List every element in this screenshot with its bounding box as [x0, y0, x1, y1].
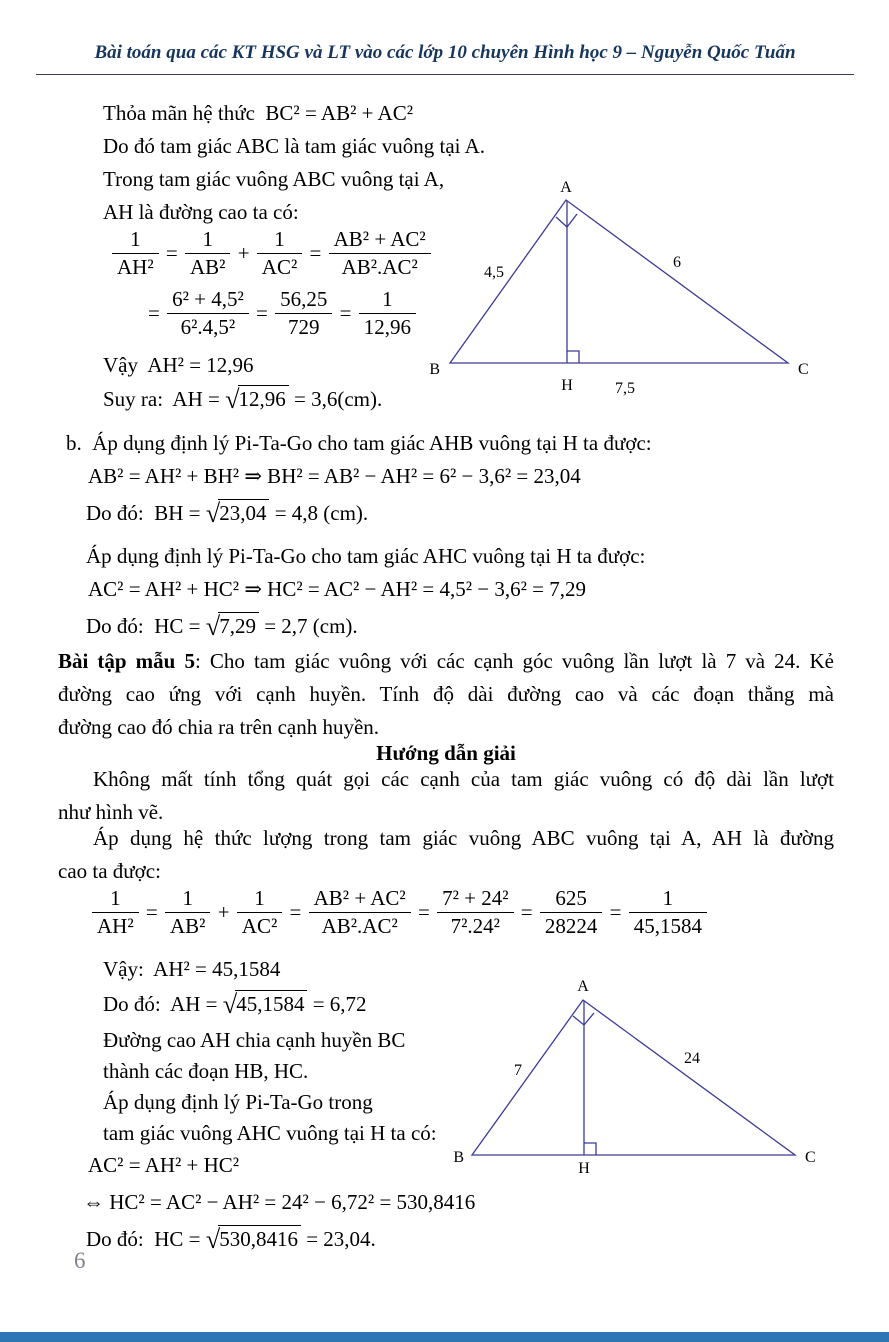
radical-sign-icon: √ [222, 990, 238, 1019]
base-segment-label: 7,5 [615, 380, 635, 397]
fraction [185, 227, 230, 280]
line-vay-ah2-2 [103, 956, 280, 982]
radical-sign-icon: √ [205, 612, 221, 641]
fraction [540, 886, 603, 939]
vertex-label-a: A [560, 179, 572, 196]
vertex-label-b: B [429, 361, 440, 378]
text-span: = 6,72 [307, 992, 367, 1016]
fraction [92, 886, 139, 939]
vertex-label-c: C [798, 361, 809, 378]
vertex-label-c: C [805, 1149, 816, 1166]
formula-he-thuc-luong-3 [90, 884, 709, 940]
vertex-label-a: A [577, 978, 589, 995]
line-do-do-tam-giac [103, 133, 485, 159]
text-span: = 2,7 (cm). [258, 614, 358, 638]
formula-ac2 [88, 1152, 239, 1178]
fraction [112, 227, 159, 280]
text-span: = [140, 900, 163, 924]
line-ap-dung-he-thuc-1 [93, 825, 834, 851]
fraction-denominator: AH² [117, 254, 154, 279]
text-span: đường cao đó chia ra trên cạnh huyền. [58, 715, 380, 739]
text-span: + [232, 241, 255, 265]
right-angle-mark-h [567, 351, 579, 363]
radicand: 23,04 [218, 499, 269, 525]
fraction-numerator: AB² + AC² [309, 886, 411, 913]
fraction-denominator: AH² [97, 913, 134, 938]
fraction [629, 886, 707, 939]
text-span: = [148, 301, 166, 325]
right-angle-mark-h [584, 1143, 596, 1155]
text-span: Áp dụng định lý Pi-Ta-Go trong [103, 1090, 373, 1114]
text-span: Vậy AH² = 12,96 [103, 353, 254, 377]
text-span: : Cho tam giác vuông với các cạnh góc vuông lần lượt là 7 và 24. Kẻ [194, 649, 835, 673]
line-do-do-hc [86, 613, 358, 640]
formula-pytago-ahb [88, 463, 581, 489]
radicand: 45,1584 [235, 990, 307, 1016]
square-root [222, 990, 308, 1019]
fraction [237, 886, 282, 939]
line-do-do-ah [103, 991, 367, 1018]
fraction [257, 227, 302, 280]
line-khong-mat-2 [58, 799, 163, 825]
text-span: Do đó: AH = [103, 992, 223, 1016]
formula-he-thuc-luong-2 [148, 285, 418, 341]
text-span: Suy ra: AH = [103, 387, 226, 411]
fraction-numerator: 6² + 4,5² [167, 287, 249, 314]
fraction-denominator: AB².AC² [341, 254, 418, 279]
line-suy-ra-ah [103, 386, 382, 413]
fraction-denominator: AC² [241, 913, 278, 938]
text-span: + [212, 900, 235, 924]
footer-bar [0, 1332, 889, 1342]
square-root [205, 1225, 301, 1254]
vertex-label-b: B [453, 1149, 464, 1166]
text-span: tam giác vuông AHC vuông tại H ta có: [103, 1121, 437, 1145]
triangle-diagram-2 [450, 972, 850, 1177]
text-span: = 23,04. [300, 1227, 376, 1251]
line-vay-ah2 [103, 352, 254, 378]
text-span: = [304, 241, 327, 265]
fraction-numerator: 1 [185, 227, 230, 254]
line-thoa-man [103, 100, 413, 126]
text-span: = [284, 900, 307, 924]
text-span: b. Áp dụng định lý Pi-Ta-Go cho tam giác AHB vuông tại H ta được: [66, 431, 652, 455]
text-span: AH là đường cao ta có: [103, 200, 299, 224]
text-span: AB² = AH² + BH² ⇒ BH² = AB² − AH² = 6² − 3,6² = 23,04 [88, 464, 581, 488]
fraction-denominator: AB² [189, 254, 226, 279]
triangle-diagram-1 [420, 178, 820, 398]
radicand: 530,8416 [218, 1225, 301, 1251]
text-span: như hình vẽ. [58, 800, 164, 824]
fraction-numerator: 1 [629, 886, 707, 913]
fraction-numerator: 1 [92, 886, 139, 913]
text-span: = [160, 241, 183, 265]
fraction-denominator: AC² [261, 254, 298, 279]
formula-he-thuc-luong-1 [110, 225, 433, 281]
text-span: Không mất tính tổng quát gọi các cạnh của tam giác vuông có độ dài lần lượt [93, 767, 834, 791]
line-tam-giac-ahc [103, 1120, 437, 1146]
text-span: = [334, 301, 357, 325]
foot-label-h: H [578, 1160, 590, 1177]
text-span: = [604, 900, 627, 924]
formula-hc2 [83, 1189, 475, 1215]
line-item-b [66, 430, 652, 456]
line-ap-dung-ahc [86, 543, 645, 569]
fraction-numerator: 56,25 [275, 287, 332, 314]
fraction-denominator: 12,96 [363, 314, 411, 339]
text-span: đường cao ứng với cạnh huyền. Tính độ dài đường cao và các đoạn thẳng mà [58, 682, 834, 706]
fraction-denominator: AB² [169, 913, 206, 938]
fraction [167, 287, 249, 340]
line-bai-tap-mau-5-1 [58, 648, 834, 674]
fraction-denominator: 7².24² [450, 913, 500, 938]
side-label-ab: 4,5 [484, 264, 504, 281]
fraction-numerator: 625 [540, 886, 603, 913]
fraction-numerator: AB² + AC² [329, 227, 431, 254]
text-span: = 3,6(cm). [288, 387, 383, 411]
text-span: Do đó: BH = [86, 501, 206, 525]
fraction-numerator: 1 [359, 287, 416, 314]
line-bai-tap-mau-5-3 [58, 714, 379, 740]
square-root [225, 385, 289, 414]
text-span: cao ta được: [58, 859, 161, 883]
text-span: Thỏa mãn hệ thức BC² = AB² + AC² [103, 101, 414, 125]
fraction-numerator: 1 [257, 227, 302, 254]
header-rule [36, 74, 854, 75]
fraction [359, 287, 416, 340]
line-do-do-hc-2 [86, 1226, 376, 1253]
fraction-denominator: 729 [288, 314, 320, 339]
text-span: = [412, 900, 436, 924]
text-span: Đường cao AH chia cạnh huyền BC [103, 1028, 406, 1052]
line-duong-cao-chia [103, 1027, 405, 1053]
side-label-ab: 7 [514, 1062, 522, 1079]
square-root [205, 499, 270, 528]
text-span: AC² = AH² + HC² ⇒ HC² = AC² − AH² = 4,5² − 3,6² = 7,29 [88, 577, 586, 601]
radicand: 12,96 [238, 385, 289, 411]
fraction-numerator: 1 [237, 886, 282, 913]
formula-pytago-ahc [88, 576, 586, 602]
line-ah-duong-cao [103, 199, 299, 225]
heading-huong-dan-giai [58, 740, 834, 766]
text-span: Vậy: AH² = 45,1584 [103, 957, 281, 981]
bold-text: Bài tập mẫu 5 [58, 649, 195, 673]
radicand: 7,29 [218, 612, 259, 638]
text-span: Áp dụng định lý Pi-Ta-Go cho tam giác AHC vuông tại H ta được: [86, 544, 646, 568]
fraction-denominator: 28224 [544, 913, 598, 938]
fraction [309, 886, 411, 939]
radical-sign-icon: √ [225, 385, 240, 414]
fraction-denominator: 45,1584 [633, 913, 702, 938]
bold-text: Hướng dẫn giải [376, 741, 516, 765]
page-header-title: Bài toán qua các KT HSG và LT vào các lớp 10 chuyên Hình học 9 – Nguyễn Quốc Tuấn [94, 42, 796, 63]
text-span: Do đó: HC = [86, 1227, 206, 1251]
text-span: ⇔ HC² = AC² − AH² = 24² − 6,72² = 530,8416 [83, 1190, 476, 1214]
fraction-denominator: 6².4,5² [180, 314, 236, 339]
text-span: thành các đoạn HB, HC. [103, 1059, 309, 1083]
triangle-outline [450, 200, 788, 363]
line-khong-mat-1 [93, 766, 834, 792]
fraction-numerator: 1 [165, 886, 210, 913]
fraction [437, 886, 513, 939]
fraction-denominator: AB².AC² [321, 913, 398, 938]
text-span: = [250, 301, 274, 325]
text-span: Do đó tam giác ABC là tam giác vuông tại A. [103, 134, 486, 158]
fraction [165, 886, 210, 939]
text-span: Do đó: HC = [86, 614, 206, 638]
line-ap-dung-he-thuc-2 [58, 858, 161, 884]
fraction-numerator: 1 [112, 227, 159, 254]
text-span: = 4,8 (cm). [269, 501, 369, 525]
text-span: Trong tam giác vuông ABC vuông tại A, [103, 167, 445, 191]
side-label-ac: 24 [684, 1050, 700, 1067]
text-span: Áp dụng hệ thức lượng trong tam giác vuông ABC vuông tại A, AH là đường [93, 826, 834, 850]
side-label-ac: 6 [673, 254, 681, 271]
line-do-do-bh [86, 500, 368, 527]
radical-sign-icon: √ [205, 1225, 221, 1254]
text-span: AC² = AH² + HC² [88, 1153, 240, 1177]
line-bai-tap-mau-5-2 [58, 681, 834, 707]
line-trong-tam-giac [103, 166, 444, 192]
line-thanh-cac-doan [103, 1058, 308, 1084]
page-number: 6 [74, 1248, 86, 1273]
fraction-numerator: 7² + 24² [437, 886, 513, 913]
foot-label-h: H [561, 377, 573, 394]
text-span: = [515, 900, 538, 924]
fraction [275, 287, 332, 340]
line-ap-dung-pitago [103, 1089, 373, 1115]
fraction [329, 227, 431, 280]
radical-sign-icon: √ [205, 499, 221, 528]
square-root [205, 612, 259, 641]
